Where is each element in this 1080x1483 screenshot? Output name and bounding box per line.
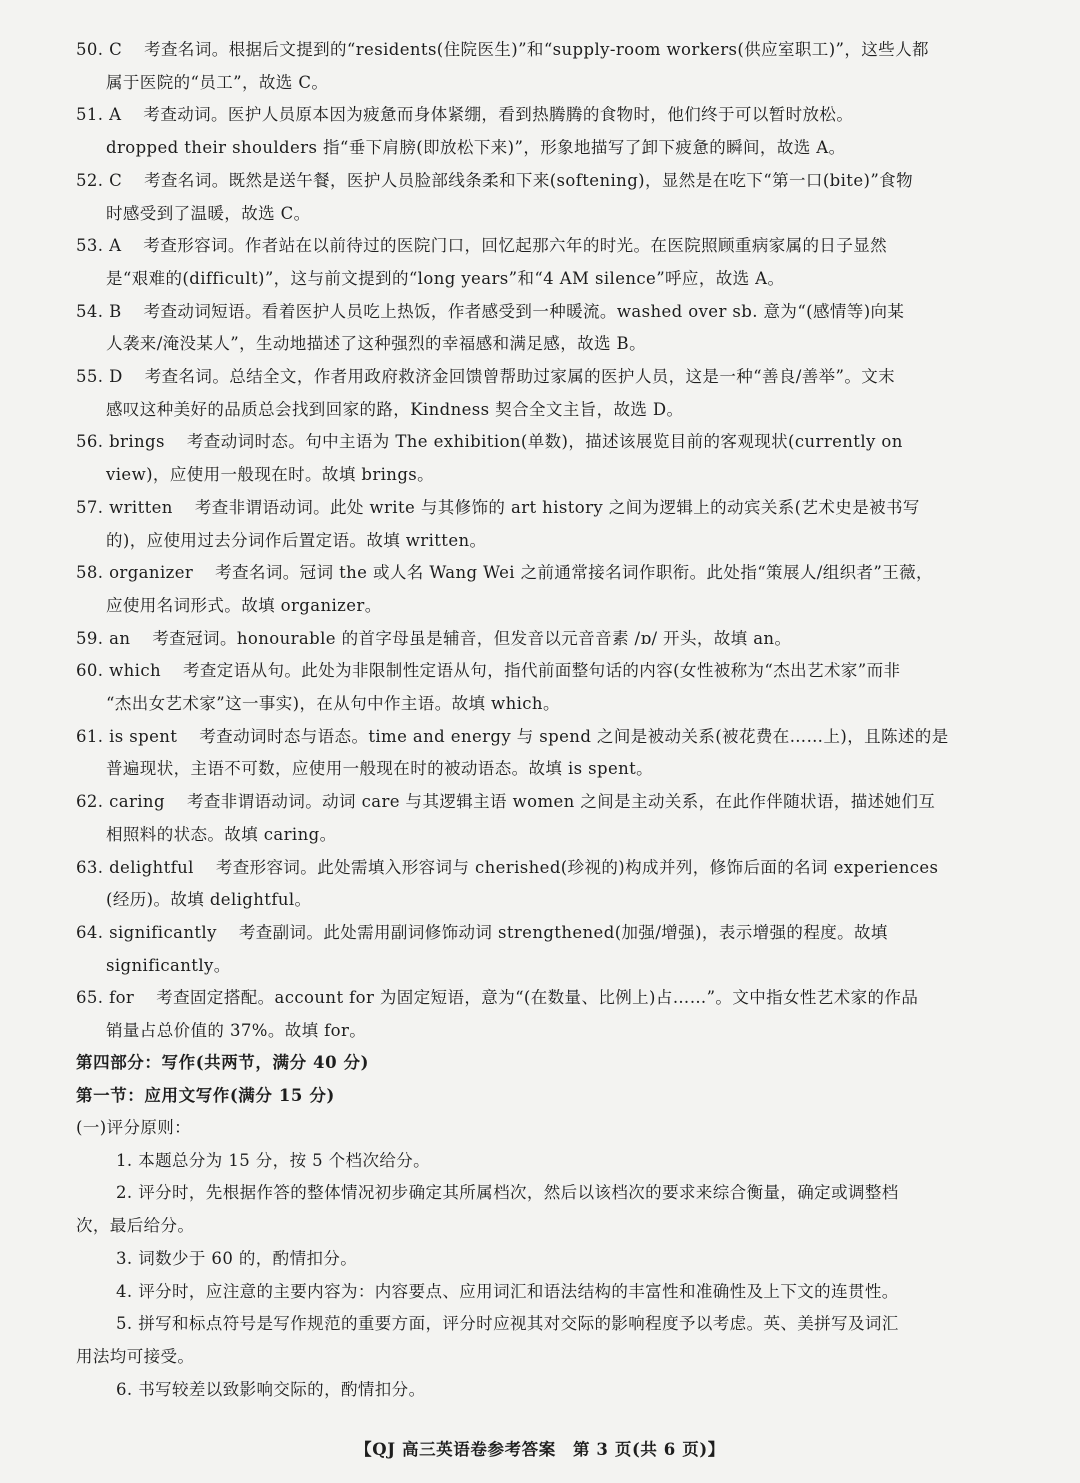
question-number: 57. <box>76 497 110 517</box>
answer-line-1 <box>76 165 1006 198</box>
answer-line-1 <box>76 721 1006 754</box>
answer-line-2: dropped their shoulders 指“垂下肩膀(即放松下来)”，形象地描写了卸下疲惫的瞬间，故选 A。 <box>106 138 846 158</box>
question-number: 59. <box>76 628 110 648</box>
question-number: 62. <box>76 792 110 812</box>
answer-key: organizer <box>109 563 194 583</box>
answer-line-1 <box>76 230 1006 263</box>
answer-key: caring <box>109 792 165 812</box>
question-number: 58. <box>76 563 110 583</box>
explanation-text: 考查形容词。此处需填入形容词与 cherished(珍视的)构成并列，修饰后面的名词 experiences <box>215 857 939 877</box>
answer-line-1 <box>76 34 1006 67</box>
explanation-text: 考查名词。既然是送午餐，医护人员脸部线条柔和下来(softening)，显然是在吃下“第一口(bite)”食物 <box>144 170 913 190</box>
question-number: 54. <box>76 301 110 321</box>
answer-line-2: “杰出女艺术家”这一事实)，在从句中作主语。故填 which。 <box>106 694 560 714</box>
question-number: 60. <box>76 661 110 681</box>
explanation-text: 考查定语从句。此处为非限制性定语从句，指代前面整句话的内容(女性被称为“杰出艺术家”而非 <box>183 661 901 681</box>
explanation-text: 考查副词。此处需用副词修饰动词 strengthened(加强/增强)，表示增强的程度。故填 <box>238 922 888 942</box>
answer-key: an <box>109 628 131 648</box>
answer-item <box>76 165 1006 230</box>
rule-3: 3. 词数少于 60 的，酌情扣分。 <box>116 1248 358 1268</box>
question-number: 65. <box>76 988 110 1008</box>
answer-line-1 <box>76 852 1006 885</box>
answer-line-1 <box>76 557 1006 590</box>
answer-line-2: 应使用名词形式。故填 organizer。 <box>106 595 382 615</box>
explanation-text: 考查固定搭配。account for 为固定短语，意为“(在数量、比例上)占……”。文中指女性艺术家的作品 <box>156 988 919 1008</box>
principles-title: (一)评分原则： <box>76 1118 192 1137</box>
answer-key: C <box>109 170 123 190</box>
answer-item <box>76 34 1006 99</box>
answer-line-2: 感叹这种美好的品质总会找到回家的路，Kindness 契合全文主旨，故选 D。 <box>106 399 684 419</box>
rule-5: 5. 拼写和标点符号是写作规范的重要方面，评分时应视其对交际的影响程度予以考虑。英、美拼写及词汇 <box>116 1314 899 1334</box>
answer-key: B <box>109 301 122 321</box>
answer-key: D <box>109 367 123 387</box>
rule-4: 4. 评分时，应注意的主要内容为：内容要点、应用词汇和语法结构的丰富性和准确性及上下文的连贯性。 <box>116 1281 899 1301</box>
answer-key: is spent <box>109 726 178 746</box>
answer-item <box>76 99 1006 164</box>
section1-heading: 第一节：应用文写作(满分 15 分) <box>76 1086 335 1105</box>
answer-line-1 <box>76 917 1006 950</box>
answer-line-2: 普遍现状，主语不可数，应使用一般现在时的被动语态。故填 is spent。 <box>106 759 654 779</box>
answer-item <box>76 296 1006 361</box>
answer-item <box>76 852 1006 917</box>
question-number: 50. <box>76 40 110 59</box>
answer-line-1 <box>76 655 1006 688</box>
question-number: 64. <box>76 922 110 942</box>
answer-key: for <box>109 988 135 1008</box>
rule-2-cont: 次，最后给分。 <box>76 1216 195 1236</box>
explanation-text: 考查动词时态与语态。time and energy 与 spend 之间是被动关系(被花费在……上)，且陈述的是 <box>199 726 949 746</box>
answer-item <box>76 655 1006 720</box>
rule-2: 2. 评分时，先根据作答的整体情况初步确定其所属档次，然后以该档次的要求来综合衡量，确定或调整档 <box>116 1183 899 1203</box>
answer-key: brings <box>109 432 165 452</box>
question-number: 53. <box>76 236 110 256</box>
page-footer: 【QJ 高三英语卷参考答案 第 3 页(共 6 页)】 <box>355 1440 725 1459</box>
answer-key: written <box>109 497 173 517</box>
explanation-text: 考查动词时态。句中主语为 The exhibition(单数)，描述该展览目前的客观现状(currently on <box>186 432 903 452</box>
answer-line-2: 是“艰难的(difficult)”，这与前文提到的“long years”和“4 AM silence”呼应，故选 A。 <box>106 268 785 288</box>
writing-section <box>76 1046 1006 1406</box>
question-number: 63. <box>76 857 110 877</box>
answer-item <box>76 361 1006 426</box>
rule-6: 6. 书写较差以致影响交际的，酌情扣分。 <box>116 1379 426 1399</box>
question-number: 51. <box>76 105 110 125</box>
answer-item <box>76 786 1006 851</box>
answer-line-2: 销量占总价值的 37%。故填 for。 <box>106 1021 367 1041</box>
answer-key: C <box>109 40 123 59</box>
explanation-text: 考查形容词。作者站在以前待过的医院门口，回忆起那六年的时光。在医院照顾重病家属的日子显然 <box>143 236 888 256</box>
explanation-text: 考查非谓语动词。动词 care 与其逻辑主语 women 之间是主动关系，在此作伴随状语，描述她们互 <box>186 792 936 812</box>
answer-line-1 <box>76 296 1006 329</box>
answer-item <box>76 982 1006 1047</box>
explanation-text: 考查冠词。honourable 的首字母虽是辅音，但发音以元音音素 /ɒ/ 开头，故填 an。 <box>152 628 792 648</box>
question-number: 61. <box>76 726 110 746</box>
part4-heading: 第四部分：写作(共两节，满分 40 分) <box>76 1053 370 1072</box>
answer-key: A <box>109 236 122 256</box>
answer-line-2: (经历)。故填 delightful。 <box>106 890 312 910</box>
answer-item <box>76 230 1006 295</box>
answer-key: significantly <box>109 922 217 942</box>
answer-line-1 <box>76 982 1006 1015</box>
answer-line-2: 人袭来/淹没某人”，生动地描述了这种强烈的幸福感和满足感，故选 B。 <box>106 334 646 354</box>
answer-line-2: 相照料的状态。故填 caring。 <box>106 824 337 844</box>
answer-key: A <box>109 105 122 125</box>
answer-key: which <box>109 661 161 681</box>
answer-line-1 <box>76 99 1006 132</box>
answer-line-1 <box>76 623 1006 656</box>
answer-item <box>76 721 1006 786</box>
answer-line-2: significantly。 <box>106 955 231 975</box>
question-number: 52. <box>76 170 110 190</box>
answer-line-2: 时感受到了温暖，故选 C。 <box>106 203 311 223</box>
answer-line-1 <box>76 786 1006 819</box>
explanation-text: 考查动词。医护人员原本因为疲惫而身体紧绷，看到热腾腾的食物时，他们终于可以暂时放松。 <box>143 105 854 125</box>
question-number: 56. <box>76 432 110 452</box>
explanation-text: 考查名词。总结全文，作者用政府救济金回馈曾帮助过家属的医护人员，这是一种“善良/善举”。文末 <box>144 367 896 387</box>
answer-item <box>76 917 1006 982</box>
rule-1: 1. 本题总分为 15 分，按 5 个档次给分。 <box>116 1150 431 1170</box>
answer-line-2: 的)，应使用过去分词作后置定语。故填 written。 <box>106 530 487 550</box>
explanation-text: 考查动词短语。看着医护人员吃上热饭，作者感受到一种暖流。washed over sb. 意为“(感情等)向某 <box>143 301 905 321</box>
answer-item <box>76 623 1006 656</box>
question-number: 55. <box>76 367 110 387</box>
answer-line-1 <box>76 426 1006 459</box>
answer-item <box>76 426 1006 491</box>
explanation-text: 考查非谓语动词。此处 write 与其修饰的 art history 之间为逻辑上的动宾关系(艺术史是被书写 <box>194 497 920 517</box>
rule-5-cont: 用法均可接受。 <box>76 1346 195 1366</box>
answer-line-1 <box>76 361 1006 394</box>
explanation-text: 考查名词。根据后文提到的“residents(住院医生)”和“supply-room workers(供应室职工)”，这些人都 <box>144 40 929 59</box>
answer-line-2: 属于医院的“员工”，故选 C。 <box>106 72 329 92</box>
explanation-text: 考查名词。冠词 the 或人名 Wang Wei 之前通常接名词作职衔。此处指“策展人/组织者”王薇， <box>215 563 933 583</box>
answer-item <box>76 557 1006 622</box>
answer-line-1 <box>76 492 1006 525</box>
answer-key: delightful <box>109 857 194 877</box>
answer-item <box>76 492 1006 557</box>
answer-line-2: view)，应使用一般现在时。故填 brings。 <box>106 465 435 485</box>
answer-list <box>76 34 1006 1048</box>
